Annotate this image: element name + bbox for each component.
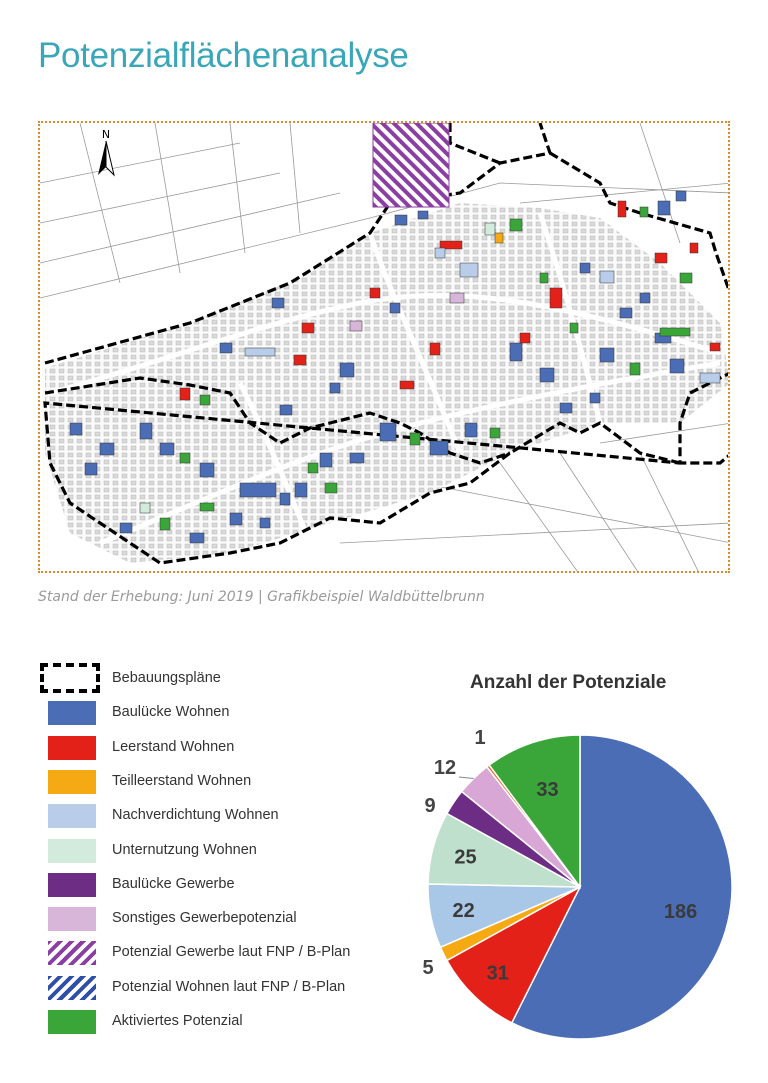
pie-leader-line [459, 777, 474, 778]
map-frame[interactable] [38, 121, 730, 573]
pie-data-label: 22 [452, 899, 475, 922]
legend-label: Baulücke Gewerbe [112, 875, 235, 892]
pie-data-label: 25 [454, 846, 477, 869]
legend-swatch [48, 839, 96, 863]
legend-swatch [48, 804, 96, 828]
legend-label: Aktiviertes Potenzial [112, 1013, 243, 1029]
legend-item [46, 735, 416, 761]
legend-item [46, 700, 416, 726]
pie-data-label: 5 [422, 957, 434, 979]
legend-label: Potenzial Wohnen laut FNP / B-Plan [112, 978, 346, 995]
chart-title: Anzahl der Potenziale [470, 672, 667, 693]
legend-label: Unternutzung Wohnen [112, 841, 257, 858]
fnp-gewerbe-area [373, 123, 449, 207]
legend-swatch [40, 663, 100, 693]
legend-label: Potenzial Gewerbe laut FNP / B-Plan [112, 944, 351, 961]
legend-label: Leerstand Wohnen [112, 738, 235, 755]
legend-label: Baulücke Wohnen [112, 704, 230, 721]
legend-item [46, 838, 416, 864]
legend-swatch [48, 976, 96, 1000]
legend-item [46, 803, 416, 829]
legend-item [46, 975, 416, 1001]
pie-data-label: 33 [536, 778, 559, 801]
pie-data-label: 9 [424, 795, 436, 817]
village-map [40, 123, 730, 573]
pie-data-label: 186 [663, 900, 698, 923]
legend-swatch [48, 770, 96, 794]
legend-item [46, 940, 416, 966]
legend-item [46, 872, 416, 898]
pie-data-label: 12 [433, 757, 457, 779]
legend-item [46, 769, 416, 795]
legend-swatch [48, 907, 96, 931]
legend-item [46, 1009, 416, 1035]
map-caption: Stand der Erhebung: Juni 2019 | Grafikbeispiel Waldbüttelbrunn [38, 589, 485, 605]
legend-swatch [48, 736, 96, 760]
legend-label: Sonstiges Gewerbepotenzial [112, 910, 297, 927]
pie-chart [405, 710, 745, 1060]
legend-item [46, 906, 416, 932]
legend-swatch [48, 1010, 96, 1034]
legend-swatch [48, 701, 96, 725]
legend-swatch [48, 873, 96, 897]
legend-label: Teilleerstand Wohnen [112, 772, 252, 789]
legend-item [46, 666, 416, 692]
pie-data-label: 1 [474, 727, 486, 749]
legend-label: Bebauungspläne [112, 670, 221, 686]
north-label: N [101, 128, 111, 141]
legend-swatch [48, 941, 96, 965]
pie-data-label: 31 [486, 962, 509, 985]
page-title: Potenzialflächenanalyse [38, 36, 409, 75]
legend-label: Nachverdichtung Wohnen [112, 807, 279, 824]
